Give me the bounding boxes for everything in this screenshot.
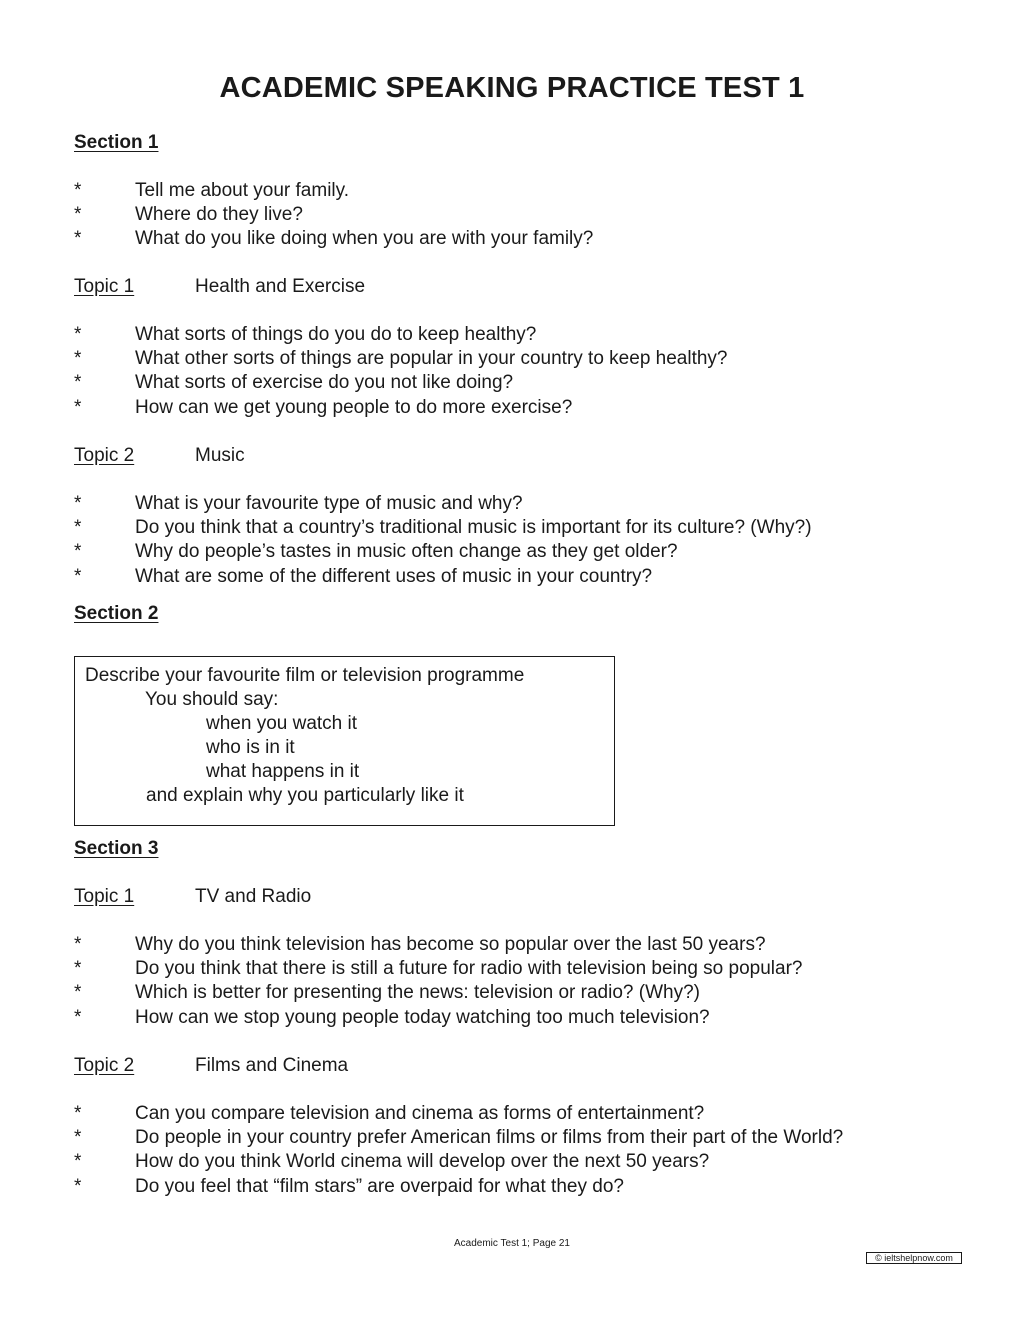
bullet-marker: * bbox=[74, 180, 82, 201]
topic-label: Topic 1 bbox=[74, 276, 135, 297]
bullet-marker: * bbox=[74, 958, 82, 980]
list-item: * What sorts of things do you do to keep healthy? bbox=[74, 323, 728, 347]
list-item: * Do you feel that “film stars” are overpaid for what they do? bbox=[74, 1175, 843, 1199]
bullet-marker: * bbox=[74, 517, 82, 539]
section-3-heading: Section 3 bbox=[74, 838, 159, 859]
list-item: * What sorts of exercise do you not like doing? bbox=[74, 371, 728, 395]
cue-card-point: what happens in it bbox=[206, 761, 360, 782]
list-item: * What other sorts of things are popular in your country to keep healthy? bbox=[74, 347, 728, 371]
cue-card-prompt: Describe your favourite film or television programme bbox=[85, 665, 525, 686]
copyright-badge: © ieltshelpnow.com bbox=[866, 1252, 962, 1264]
topic-title: Music bbox=[195, 445, 245, 466]
bullet-marker: * bbox=[74, 372, 82, 394]
topic-label: Topic 1 bbox=[74, 886, 135, 907]
bullet-marker: * bbox=[74, 1151, 82, 1173]
bullet-marker: * bbox=[74, 204, 82, 226]
bullet-marker: * bbox=[74, 982, 82, 1004]
list-item: * Where do they live? bbox=[74, 203, 593, 227]
section-2-heading: Section 2 bbox=[74, 603, 159, 624]
topic-label: Topic 2 bbox=[74, 1055, 135, 1076]
bullet-marker: * bbox=[74, 565, 82, 587]
list-item: * How do you think World cinema will develop over the next 50 years? bbox=[74, 1150, 843, 1174]
list-item: * How can we get young people to do more exercise? bbox=[74, 396, 728, 420]
section-1-heading: Section 1 bbox=[74, 132, 159, 153]
section-1-topic-1 bbox=[74, 276, 365, 298]
cue-card-instruction: You should say: bbox=[145, 689, 279, 710]
list-item: * What is your favourite type of music and why? bbox=[74, 492, 812, 516]
list-item: * Can you compare television and cinema as forms of entertainment? bbox=[74, 1102, 843, 1126]
page-footer: Academic Test 1; Page 21 bbox=[454, 1238, 570, 1249]
bullet-marker: * bbox=[74, 324, 82, 345]
bullet-marker: * bbox=[74, 493, 82, 514]
list-item: * What are some of the different uses of music in your country? bbox=[74, 565, 812, 589]
topic-label: Topic 2 bbox=[74, 445, 135, 466]
list-item: * Do you think that there is still a future for radio with television being so popular? bbox=[74, 957, 802, 981]
topic-title: TV and Radio bbox=[195, 886, 312, 907]
cue-card-point: who is in it bbox=[206, 737, 295, 758]
list-item: * Do people in your country prefer American films or films from their part of the World? bbox=[74, 1126, 843, 1150]
bullet-marker: * bbox=[74, 228, 82, 250]
cue-card-point: when you watch it bbox=[206, 713, 358, 734]
list-item: * Tell me about your family. bbox=[74, 179, 593, 203]
section-3-topic-2 bbox=[74, 1055, 348, 1077]
section-1-topic-1-questions bbox=[74, 323, 728, 420]
topic-title: Health and Exercise bbox=[195, 276, 366, 297]
cue-card bbox=[74, 656, 615, 826]
bullet-marker: * bbox=[74, 396, 82, 418]
bullet-marker: * bbox=[74, 934, 82, 955]
bullet-marker: * bbox=[74, 1127, 82, 1149]
section-1-topic-2-questions bbox=[74, 492, 812, 589]
list-item: * Why do you think television has become so popular over the last 50 years? bbox=[74, 933, 802, 957]
cue-card-closing: and explain why you particularly like it bbox=[146, 785, 464, 806]
list-item: * Do you think that a country’s traditional music is important for its culture? (Why?) bbox=[74, 516, 812, 540]
section-3-topic-1 bbox=[74, 886, 311, 908]
bullet-marker: * bbox=[74, 1103, 82, 1124]
bullet-marker: * bbox=[74, 541, 82, 563]
bullet-marker: * bbox=[74, 1175, 82, 1197]
topic-title: Films and Cinema bbox=[195, 1055, 349, 1076]
bullet-marker: * bbox=[74, 1006, 82, 1028]
section-3-topic-1-questions bbox=[74, 933, 802, 1030]
list-item: * Why do people’s tastes in music often change as they get older? bbox=[74, 540, 812, 564]
list-item: * What do you like doing when you are with your family? bbox=[74, 227, 593, 251]
list-item: * Which is better for presenting the news: television or radio? (Why?) bbox=[74, 981, 802, 1005]
section-1-topic-2 bbox=[74, 445, 245, 467]
list-item: * How can we stop young people today watching too much television? bbox=[74, 1006, 802, 1030]
section-1-intro-list bbox=[74, 179, 593, 252]
bullet-marker: * bbox=[74, 348, 82, 370]
section-3-topic-2-questions bbox=[74, 1102, 843, 1199]
page-title: ACADEMIC SPEAKING PRACTICE TEST 1 bbox=[219, 72, 805, 104]
